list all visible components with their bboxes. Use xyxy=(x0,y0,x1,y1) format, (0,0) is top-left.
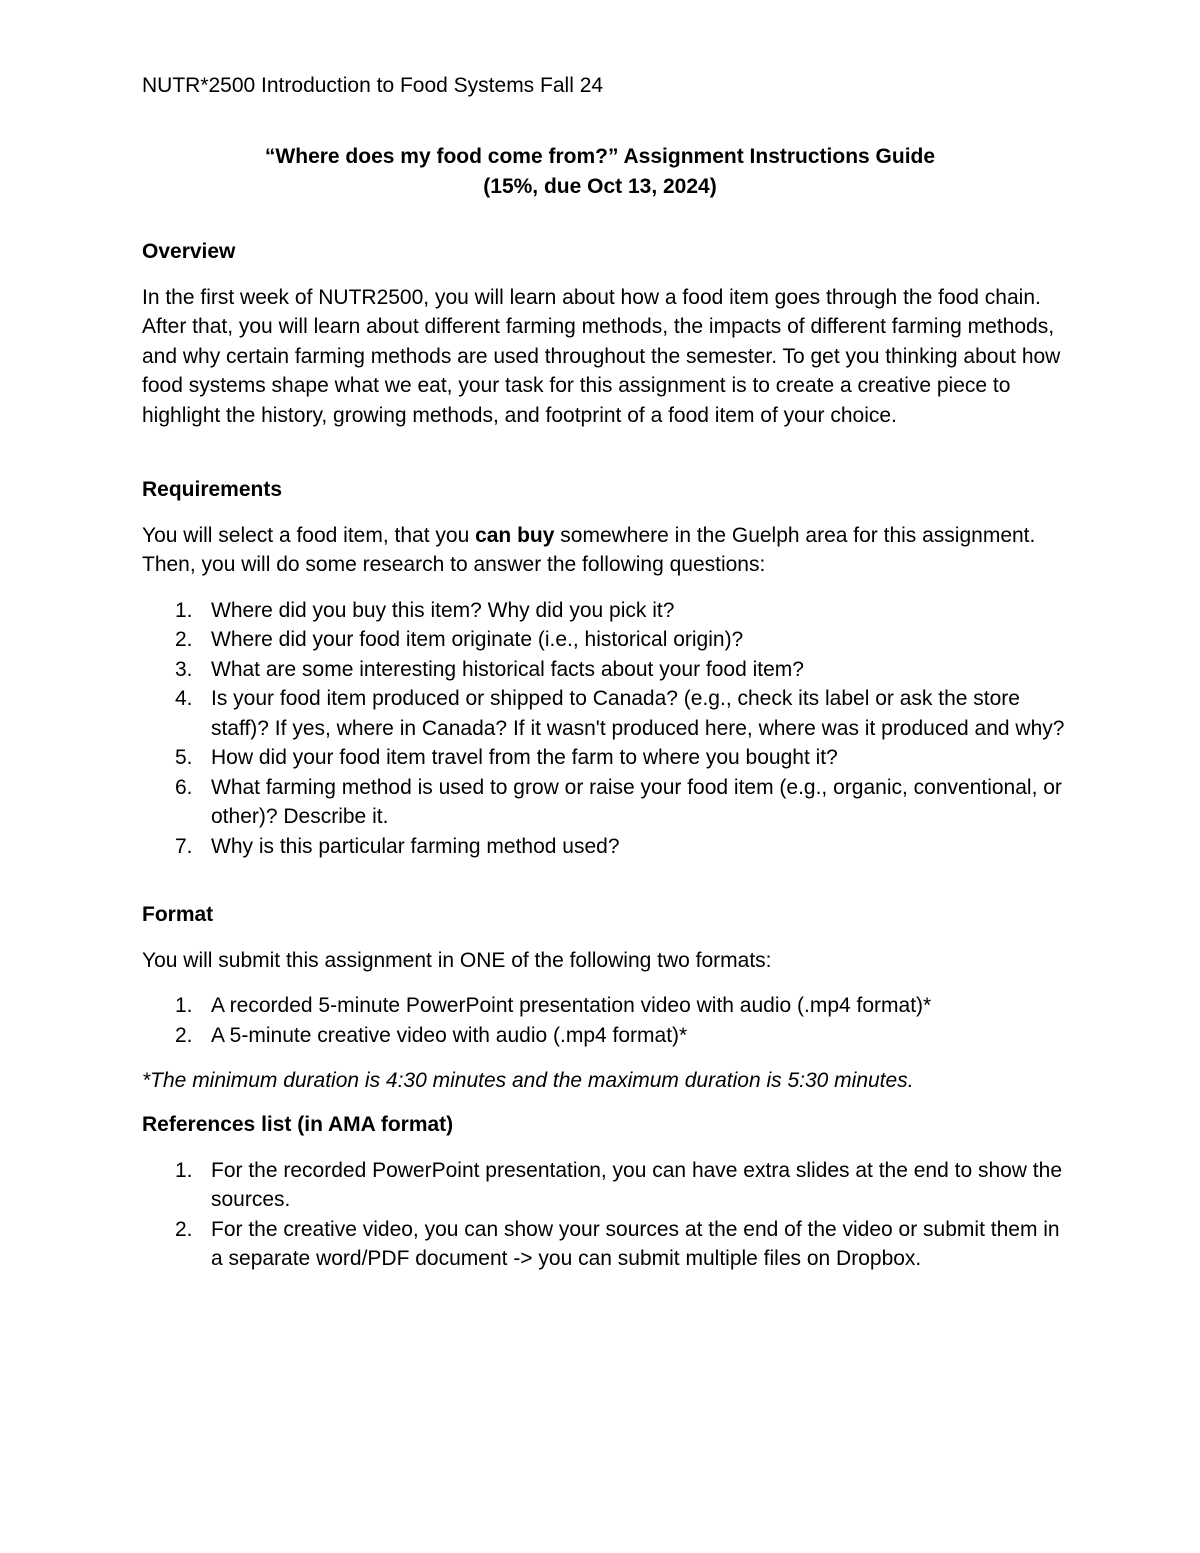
list-item xyxy=(142,991,1067,1021)
assignment-title xyxy=(0,142,1200,201)
references-heading: References list (in AMA format) xyxy=(142,1113,454,1136)
list-number: 3. xyxy=(175,657,193,681)
requirements-intro-after: somewhere in the Guelph area for this assignment. Then, you will do some research to answer the following questions: xyxy=(142,523,1036,576)
list-item-text: Where did you buy this item? Why did you pick it? xyxy=(211,598,675,622)
list-number: 6. xyxy=(175,775,193,799)
requirements-intro-before: You will select a food item, that you xyxy=(142,523,476,547)
list-item-text: What farming method is used to grow or raise your food item (e.g., organic, conventional, or other)? Describe it. xyxy=(211,775,1062,828)
references-section xyxy=(142,1110,1067,1274)
requirements-intro-bold: can buy xyxy=(475,523,555,547)
list-item xyxy=(142,832,1067,862)
list-item-text: For the recorded PowerPoint presentation, you can have extra slides at the end to show the sources. xyxy=(211,1158,1063,1211)
list-item xyxy=(142,684,1067,743)
overview-heading: Overview xyxy=(142,240,236,263)
list-item-text: What are some interesting historical facts about your food item? xyxy=(211,657,804,681)
list-number: 2. xyxy=(175,628,193,651)
list-item-text: A recorded 5-minute PowerPoint presentation video with audio (.mp4 format)* xyxy=(211,994,932,1017)
requirements-section xyxy=(142,475,1067,861)
list-item-text: Why is this particular farming method used? xyxy=(211,834,620,858)
overview-section xyxy=(142,237,1067,430)
requirements-list xyxy=(142,596,1067,862)
list-number: 7. xyxy=(175,834,193,858)
format-list xyxy=(142,991,1067,1050)
list-item xyxy=(142,625,1067,655)
format-section xyxy=(142,900,1067,1096)
list-item xyxy=(142,596,1067,626)
list-item xyxy=(142,743,1067,773)
title-line-2: (15%, due Oct 13, 2024) xyxy=(483,174,717,198)
list-item xyxy=(142,1021,1067,1051)
list-item-text: Where did your food item originate (i.e., historical origin)? xyxy=(211,628,744,651)
list-number: 2. xyxy=(175,1217,193,1241)
list-item-text: Is your food item produced or shipped to Canada? (e.g., check its label or ask the store staff)? If yes, where in Canada? If it wasn't produced here, where was it produced and why? xyxy=(211,687,1065,740)
title-line-1: “Where does my food come from?” Assignment Instructions Guide xyxy=(264,145,936,168)
list-number: 4. xyxy=(175,687,193,710)
format-heading: Format xyxy=(142,903,214,926)
list-item xyxy=(142,655,1067,685)
list-number: 1. xyxy=(175,1158,193,1182)
list-number: 5. xyxy=(175,746,193,769)
list-item-text: A 5-minute creative video with audio (.mp4 format)* xyxy=(211,1023,688,1047)
requirements-intro xyxy=(142,521,1067,580)
format-intro: You will submit this assignment in ONE of the following two formats: xyxy=(142,948,772,972)
list-number: 1. xyxy=(175,598,193,622)
list-item xyxy=(142,1215,1067,1274)
references-list xyxy=(142,1156,1067,1274)
course-header: NUTR*2500 Introduction to Food Systems Fall 24 xyxy=(142,74,604,97)
requirements-heading: Requirements xyxy=(142,478,283,501)
duration-note: *The minimum duration is 4:30 minutes and the maximum duration is 5:30 minutes. xyxy=(142,1069,914,1092)
list-number: 1. xyxy=(175,994,193,1017)
list-item xyxy=(142,773,1067,832)
list-number: 2. xyxy=(175,1023,193,1047)
list-item-text: For the creative video, you can show your sources at the end of the video or submit them in a separate word/PDF document -> you can submit multiple files on Dropbox. xyxy=(211,1217,1060,1270)
overview-body: In the first week of NUTR2500, you will learn about how a food item goes through the food chain. After that, you will learn about different farming methods, the impacts of different farming methods, and why certain farming methods are used throughout the semester. To get you thinking about how food systems shape what we eat, your task for this assignment is to create a creative piece to highlight the history, growing methods, and footprint of a food item of your choice. xyxy=(142,285,1061,427)
list-item-text: How did your food item travel from the farm to where you bought it? xyxy=(211,746,838,769)
list-item xyxy=(142,1156,1067,1215)
